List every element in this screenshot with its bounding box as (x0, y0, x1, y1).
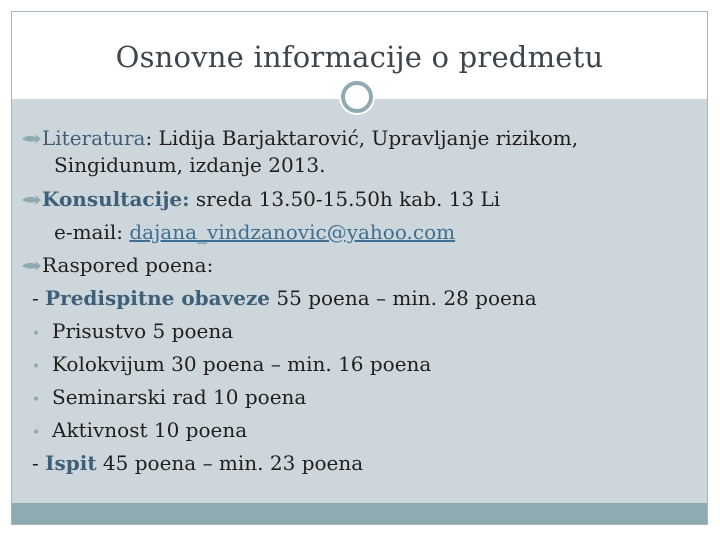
arrow-bullet-icon (20, 132, 42, 146)
literatura-text-2: Singidunum, izdanje 2013. (54, 153, 326, 177)
raspored-line (20, 249, 213, 282)
predispitne-label: Predispitne obaveze (45, 286, 271, 310)
list-item-text: Aktivnost 10 poena (52, 418, 248, 442)
raspored-label: Raspored poena: (42, 253, 214, 277)
list-item (32, 315, 233, 351)
email-label: e-mail: (54, 220, 130, 244)
arrow-bullet-icon (20, 193, 42, 207)
ispit-dash: - (32, 451, 46, 475)
konsultacije-line (20, 183, 500, 216)
list-item (32, 414, 247, 450)
ispit-line (32, 447, 363, 480)
ispit-label: Ispit (45, 451, 97, 475)
literatura-text: : Lidija Barjaktarović, Upravljanje rizikom, (145, 126, 579, 150)
email-line (54, 216, 455, 249)
ring-ornament-icon (341, 81, 373, 113)
list-item-text: Seminarski rad 10 poena (52, 385, 307, 409)
email-link[interactable]: dajana_vindzanovic@yahoo.com (129, 220, 456, 244)
predispitne-text: 55 poena – min. 28 poena (270, 286, 537, 310)
predispitne-dash: - (32, 286, 46, 310)
list-item-text: Prisustvo 5 poena (52, 319, 234, 343)
predispitne-line (32, 282, 537, 315)
literatura-label: Literatura (42, 126, 146, 150)
dot-bullet-icon: • (32, 392, 41, 408)
list-item (32, 381, 306, 417)
list-item-text: Kolokvijum 30 poena – min. 16 poena (52, 352, 432, 376)
konsultacije-label: Konsultacije: (42, 187, 190, 211)
dot-bullet-icon: • (32, 359, 41, 375)
literatura-line-2 (54, 149, 326, 182)
slide-title: Osnovne informacije o predmetu (115, 40, 604, 74)
list-item (32, 348, 431, 384)
dot-bullet-icon: • (32, 425, 41, 441)
ispit-text: 45 poena – min. 23 poena (96, 451, 364, 475)
dot-bullet-icon: • (32, 326, 41, 342)
arrow-bullet-icon (20, 259, 42, 273)
konsultacije-text: sreda 13.50-15.50h kab. 13 Li (189, 187, 501, 211)
footer-bar (12, 503, 707, 524)
